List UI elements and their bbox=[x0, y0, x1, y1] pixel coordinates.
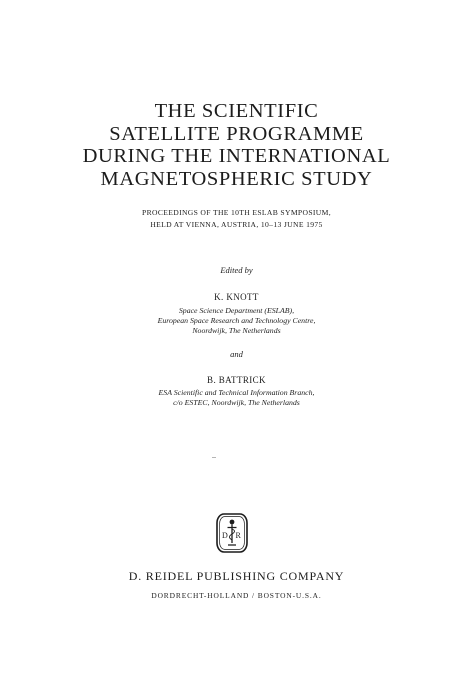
title-line: THE SCIENTIFIC bbox=[154, 100, 319, 122]
editor-affiliation-knott bbox=[0, 306, 473, 336]
editor-name-knott: K. KNOTT bbox=[214, 292, 259, 302]
affiliation-line: Noordwijk, The Netherlands bbox=[192, 326, 281, 335]
reidel-publisher-emblem-icon bbox=[215, 512, 249, 554]
title-line: MAGNETOSPHERIC STUDY bbox=[100, 167, 373, 190]
edited-by-label: Edited by bbox=[220, 265, 253, 275]
affiliation-line: c/o ESTEC, Noordwijk, The Netherlands bbox=[173, 398, 300, 407]
logo-letter: D bbox=[222, 531, 228, 540]
affiliation-line: European Space Research and Technology Centre, bbox=[157, 316, 316, 325]
title-line: SATELLITE PROGRAMME bbox=[109, 122, 364, 145]
editor-affiliation-battrick bbox=[0, 388, 473, 408]
and-conjunction: and bbox=[230, 349, 243, 359]
affiliation-line: Space Science Department (ESLAB), bbox=[178, 306, 295, 315]
publisher-name: D. REIDEL PUBLISHING COMPANY bbox=[128, 569, 345, 583]
editor-name-battrick: B. BATTRICK bbox=[207, 375, 266, 385]
logo-letter: R bbox=[235, 531, 241, 540]
book-title bbox=[0, 100, 473, 190]
print-speck bbox=[212, 457, 216, 458]
proceedings-line: PROCEEDINGS OF THE 10TH ESLAB SYMPOSIUM, bbox=[142, 208, 331, 217]
publisher-places: DORDRECHT-HOLLAND / BOSTON-U.S.A. bbox=[151, 591, 322, 600]
proceedings-subtitle bbox=[0, 207, 473, 231]
affiliation-line: ESA Scientific and Technical Information Branch, bbox=[158, 388, 315, 397]
title-line: DURING THE INTERNATIONAL bbox=[82, 145, 391, 167]
proceedings-line: HELD AT VIENNA, AUSTRIA, 10–13 JUNE 1975 bbox=[150, 220, 323, 229]
